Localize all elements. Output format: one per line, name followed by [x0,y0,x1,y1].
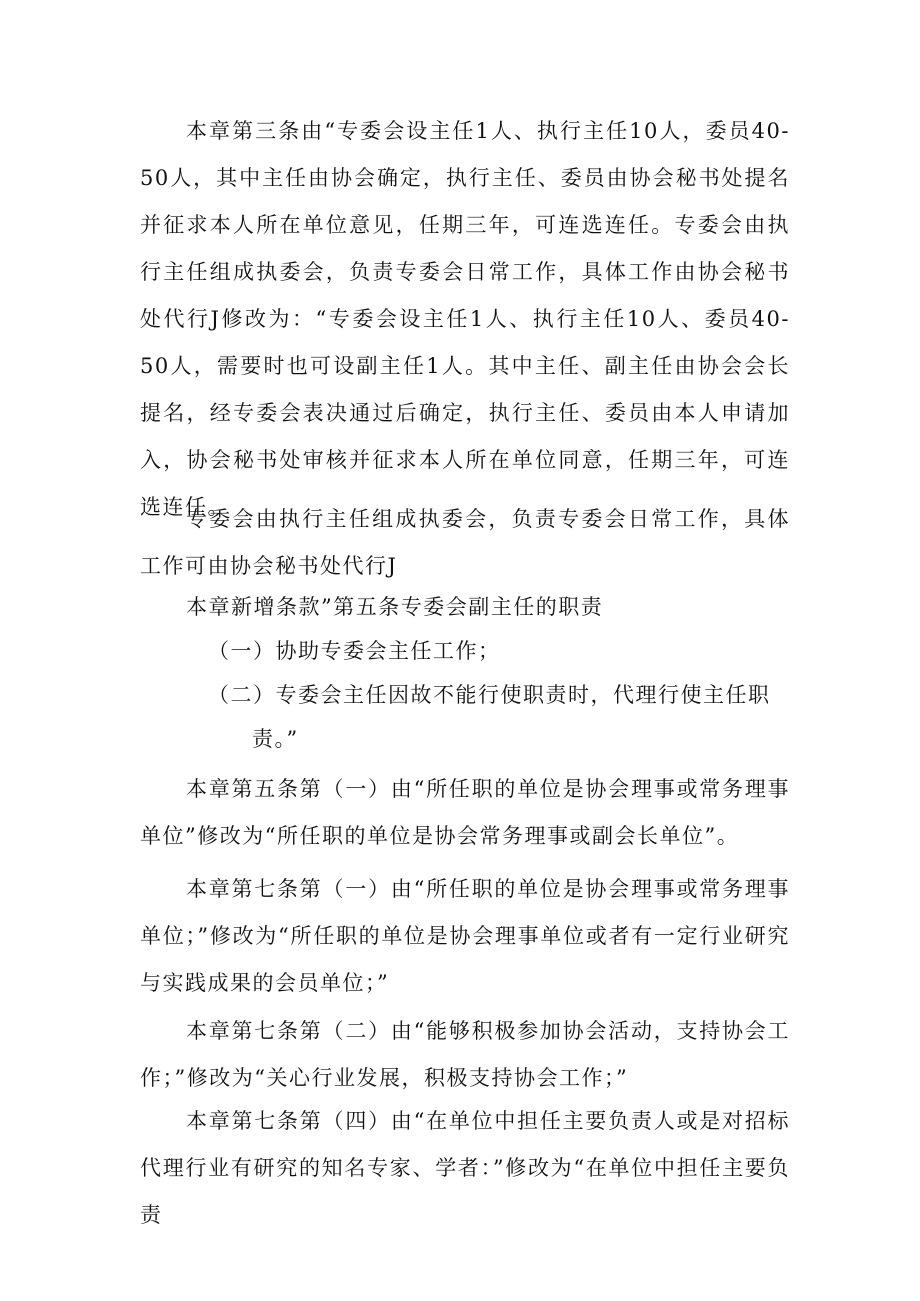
paragraph-article-7-item-2: 本章第七条第（二）由“能够积极参加协会活动，支持协会工作；”修改为“关心行业发展，积极支持协会工作；” [140,1019,790,1090]
paragraph-article-7-item-1: 本章第七条第（一）由“所任职的单位是协会理事或常务理事单位；”修改为“所任职的单位是协会理事单位或者有一定行业研究与实践成果的会员单位；” [140,877,790,995]
paragraph-article-3-amendment: 本章第三条由“专委会设主任1人、执行主任10人，委员40-50人，其中主任由协会确定，执行主任、委员由协会秘书处提名并征求本人所在单位意见，任期三年，可连选连任。专委会由执行主任组成执委会，负责专委会日常工作，具体工作由协会秘书处代行J修改为：“专委会设主任1人、执行主任10人、委员40-50人，需要时也可设副主任1人。其中主任、副主任由协会会长提名，经专委会表决通过后确定，执行主任、委员由本人申请加入，协会秘书处审核并征求本人所在单位同意，任期三年，可连选连任。 [140,119,790,519]
paragraph-executive-committee: 专委会由执行主任组成执委会，负责专委会日常工作，具体工作可由协会秘书处代行J [140,507,790,578]
paragraph-new-clause: 本章新增条款”第五条专委会副主任的职责 [186,595,604,619]
paragraph-article-5-amendment: 本章第五条第（一）由“所任职的单位是协会理事或常务理事单位”修改为“所任职的单位是协会常务理事或副会长单位”。 [140,777,790,848]
list-item-duty-2: （二）专委会主任因故不能行使职责时，代理行使主任职 [208,683,771,707]
paragraph-article-7-item-4: 本章第七条第（四）由“在单位中担任主要负责人或是对招标代理行业有研究的知名专家、学者：”修改为“在单位中担任主要负责 [140,1109,790,1227]
list-item-duty-2-continued: 责。” [252,727,299,751]
list-item-duty-1: （一）协助专委会主任工作； [208,639,501,663]
